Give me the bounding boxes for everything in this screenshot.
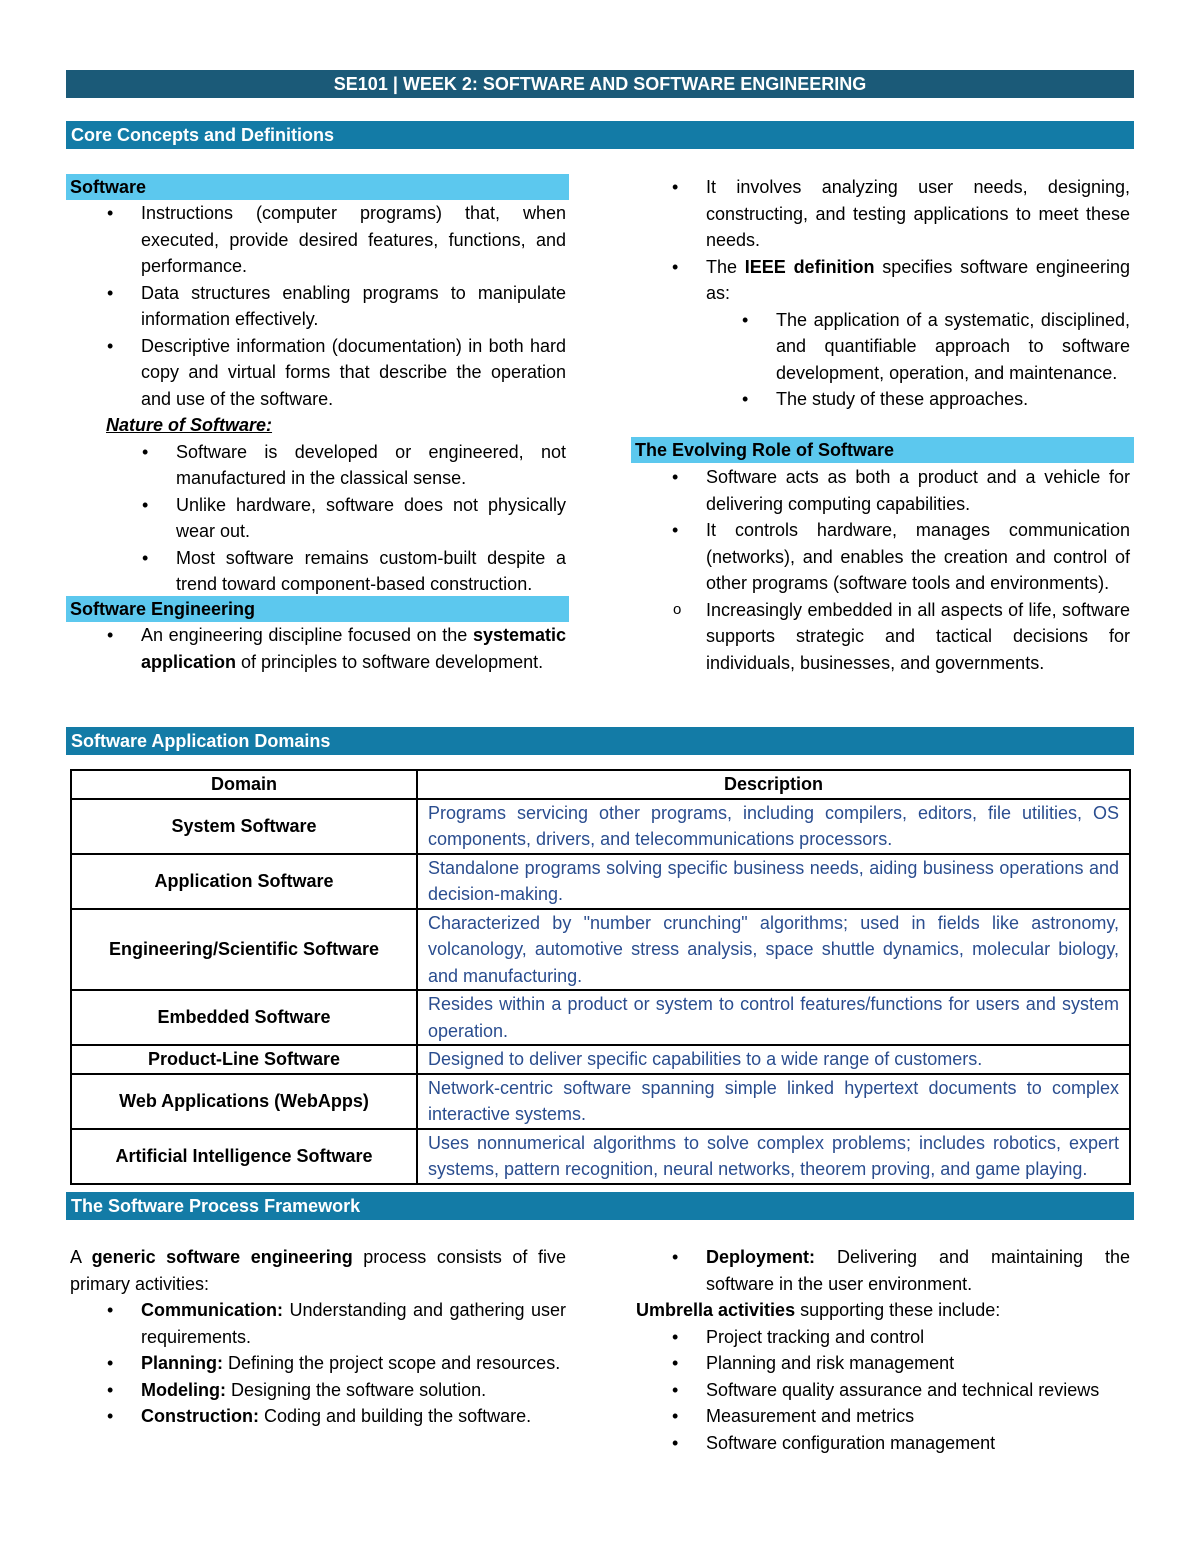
evolving-item-1: • Software acts as both a product and a vehicle for delivering computing capabilities. bbox=[706, 464, 1130, 517]
description-cell: Standalone programs solving specific business needs, aiding business operations and decision-making. bbox=[417, 854, 1130, 909]
nature-item-2: • Unlike hardware, software does not physically wear out. bbox=[176, 492, 566, 545]
nature-of-software-heading: Nature of Software: bbox=[106, 415, 273, 435]
nature-item-3: • Most software remains custom-built despite a trend toward component-based construction. bbox=[176, 545, 566, 598]
description-cell: Programs servicing other programs, including compilers, editors, file utilities, OS components, drivers, and telecommunications processors. bbox=[417, 799, 1130, 854]
activity-planning: • Planning: Defining the project scope and resources. bbox=[141, 1350, 566, 1377]
description-cell: Network-centric software spanning simple linked hypertext documents to complex interactive systems. bbox=[417, 1074, 1130, 1129]
table-row bbox=[71, 1074, 1130, 1129]
se-left-column bbox=[66, 622, 566, 675]
umbrella-intro: Umbrella activities supporting these include: bbox=[636, 1300, 1001, 1320]
nature-item-1: • Software is developed or engineered, not manufactured in the classical sense. bbox=[176, 439, 566, 492]
table-row bbox=[71, 1045, 1130, 1074]
domain-cell: Embedded Software bbox=[71, 990, 417, 1045]
umbrella-item-3: • Software quality assurance and technical reviews bbox=[706, 1377, 1130, 1404]
domain-cell: System Software bbox=[71, 799, 417, 854]
process-intro: A generic software engineering process consists of five primary activities: bbox=[70, 1247, 566, 1294]
umbrella-item-1: • Project tracking and control bbox=[706, 1324, 1130, 1351]
se-item-2: • It involves analyzing user needs, designing, constructing, and testing applications to meet these needs. bbox=[706, 174, 1130, 254]
software-item-2: • Data structures enabling programs to manipulate information effectively. bbox=[141, 280, 566, 333]
umbrella-item-4: • Measurement and metrics bbox=[706, 1403, 1130, 1430]
domain-column-header: Domain bbox=[71, 770, 417, 799]
domain-cell: Web Applications (WebApps) bbox=[71, 1074, 417, 1129]
table-row bbox=[71, 909, 1130, 991]
table-row bbox=[71, 990, 1130, 1045]
activity-modeling: • Modeling: Designing the software solution. bbox=[141, 1377, 566, 1404]
process-right-column bbox=[636, 1244, 1130, 1456]
evolving-column bbox=[631, 464, 1130, 676]
software-heading: Software bbox=[66, 174, 569, 200]
description-cell: Uses nonnumerical algorithms to solve complex problems; includes robotics, expert systems, pattern recognition, neural networks, theorem proving, and game playing. bbox=[417, 1129, 1130, 1184]
evolving-item-2: • It controls hardware, manages communication (networks), and enables the creation and control of other programs (software tools and environments). bbox=[706, 517, 1130, 597]
domain-cell: Application Software bbox=[71, 854, 417, 909]
table-row bbox=[71, 799, 1130, 854]
se-item-3: • The IEEE definition specifies software engineering as: bbox=[706, 254, 1130, 307]
software-column bbox=[66, 200, 566, 598]
se-item-1: • An engineering discipline focused on the systematic application of principles to software development. bbox=[141, 622, 566, 675]
ieee-item-1: • The application of a systematic, disciplined, and quantifiable approach to software development, operation, and maintenance. bbox=[776, 307, 1130, 387]
process-left-column bbox=[70, 1244, 566, 1430]
activity-deployment: • Deployment: Delivering and maintaining the software in the user environment. bbox=[706, 1244, 1130, 1297]
umbrella-item-2: • Planning and risk management bbox=[706, 1350, 1130, 1377]
domain-cell: Product-Line Software bbox=[71, 1045, 417, 1074]
software-item-3: • Descriptive information (documentation) in both hard copy and virtual forms that describe the operation and use of the software. bbox=[141, 333, 566, 413]
section-core-concepts: Core Concepts and Definitions bbox=[66, 121, 1134, 149]
domain-cell: Artificial Intelligence Software bbox=[71, 1129, 417, 1184]
evolving-sub-item: o Increasingly embedded in all aspects of life, software supports strategic and tactical decisions for individuals, businesses, and governments. bbox=[706, 597, 1130, 677]
description-cell: Resides within a product or system to control features/functions for users and system operation. bbox=[417, 990, 1130, 1045]
table-row bbox=[71, 1129, 1130, 1184]
activity-construction: • Construction: Coding and building the software. bbox=[141, 1403, 566, 1430]
description-cell: Designed to deliver specific capabilities to a wide range of customers. bbox=[417, 1045, 1130, 1074]
software-item-1: • Instructions (computer programs) that, when executed, provide desired features, functions, and performance. bbox=[141, 200, 566, 280]
umbrella-item-5: • Software configuration management bbox=[706, 1430, 1130, 1457]
software-engineering-heading: Software Engineering bbox=[66, 596, 569, 622]
domain-cell: Engineering/Scientific Software bbox=[71, 909, 417, 991]
section-application-domains: Software Application Domains bbox=[66, 727, 1134, 755]
description-cell: Characterized by "number crunching" algorithms; used in fields like astronomy, volcanology, automotive stress analysis, space shuttle dynamics, molecular biology, and manufacturing. bbox=[417, 909, 1130, 991]
page-title: SE101 | WEEK 2: SOFTWARE AND SOFTWARE ENGINEERING bbox=[66, 70, 1134, 98]
ieee-item-2: • The study of these approaches. bbox=[776, 386, 1130, 413]
table-row bbox=[71, 854, 1130, 909]
description-column-header: Description bbox=[417, 770, 1130, 799]
activity-communication: • Communication: Understanding and gathering user requirements. bbox=[141, 1297, 566, 1350]
domains-table bbox=[70, 769, 1131, 1185]
table-header-row bbox=[71, 770, 1130, 799]
se-right-column bbox=[631, 174, 1130, 413]
evolving-role-heading: The Evolving Role of Software bbox=[631, 437, 1134, 463]
section-process-framework: The Software Process Framework bbox=[66, 1192, 1134, 1220]
